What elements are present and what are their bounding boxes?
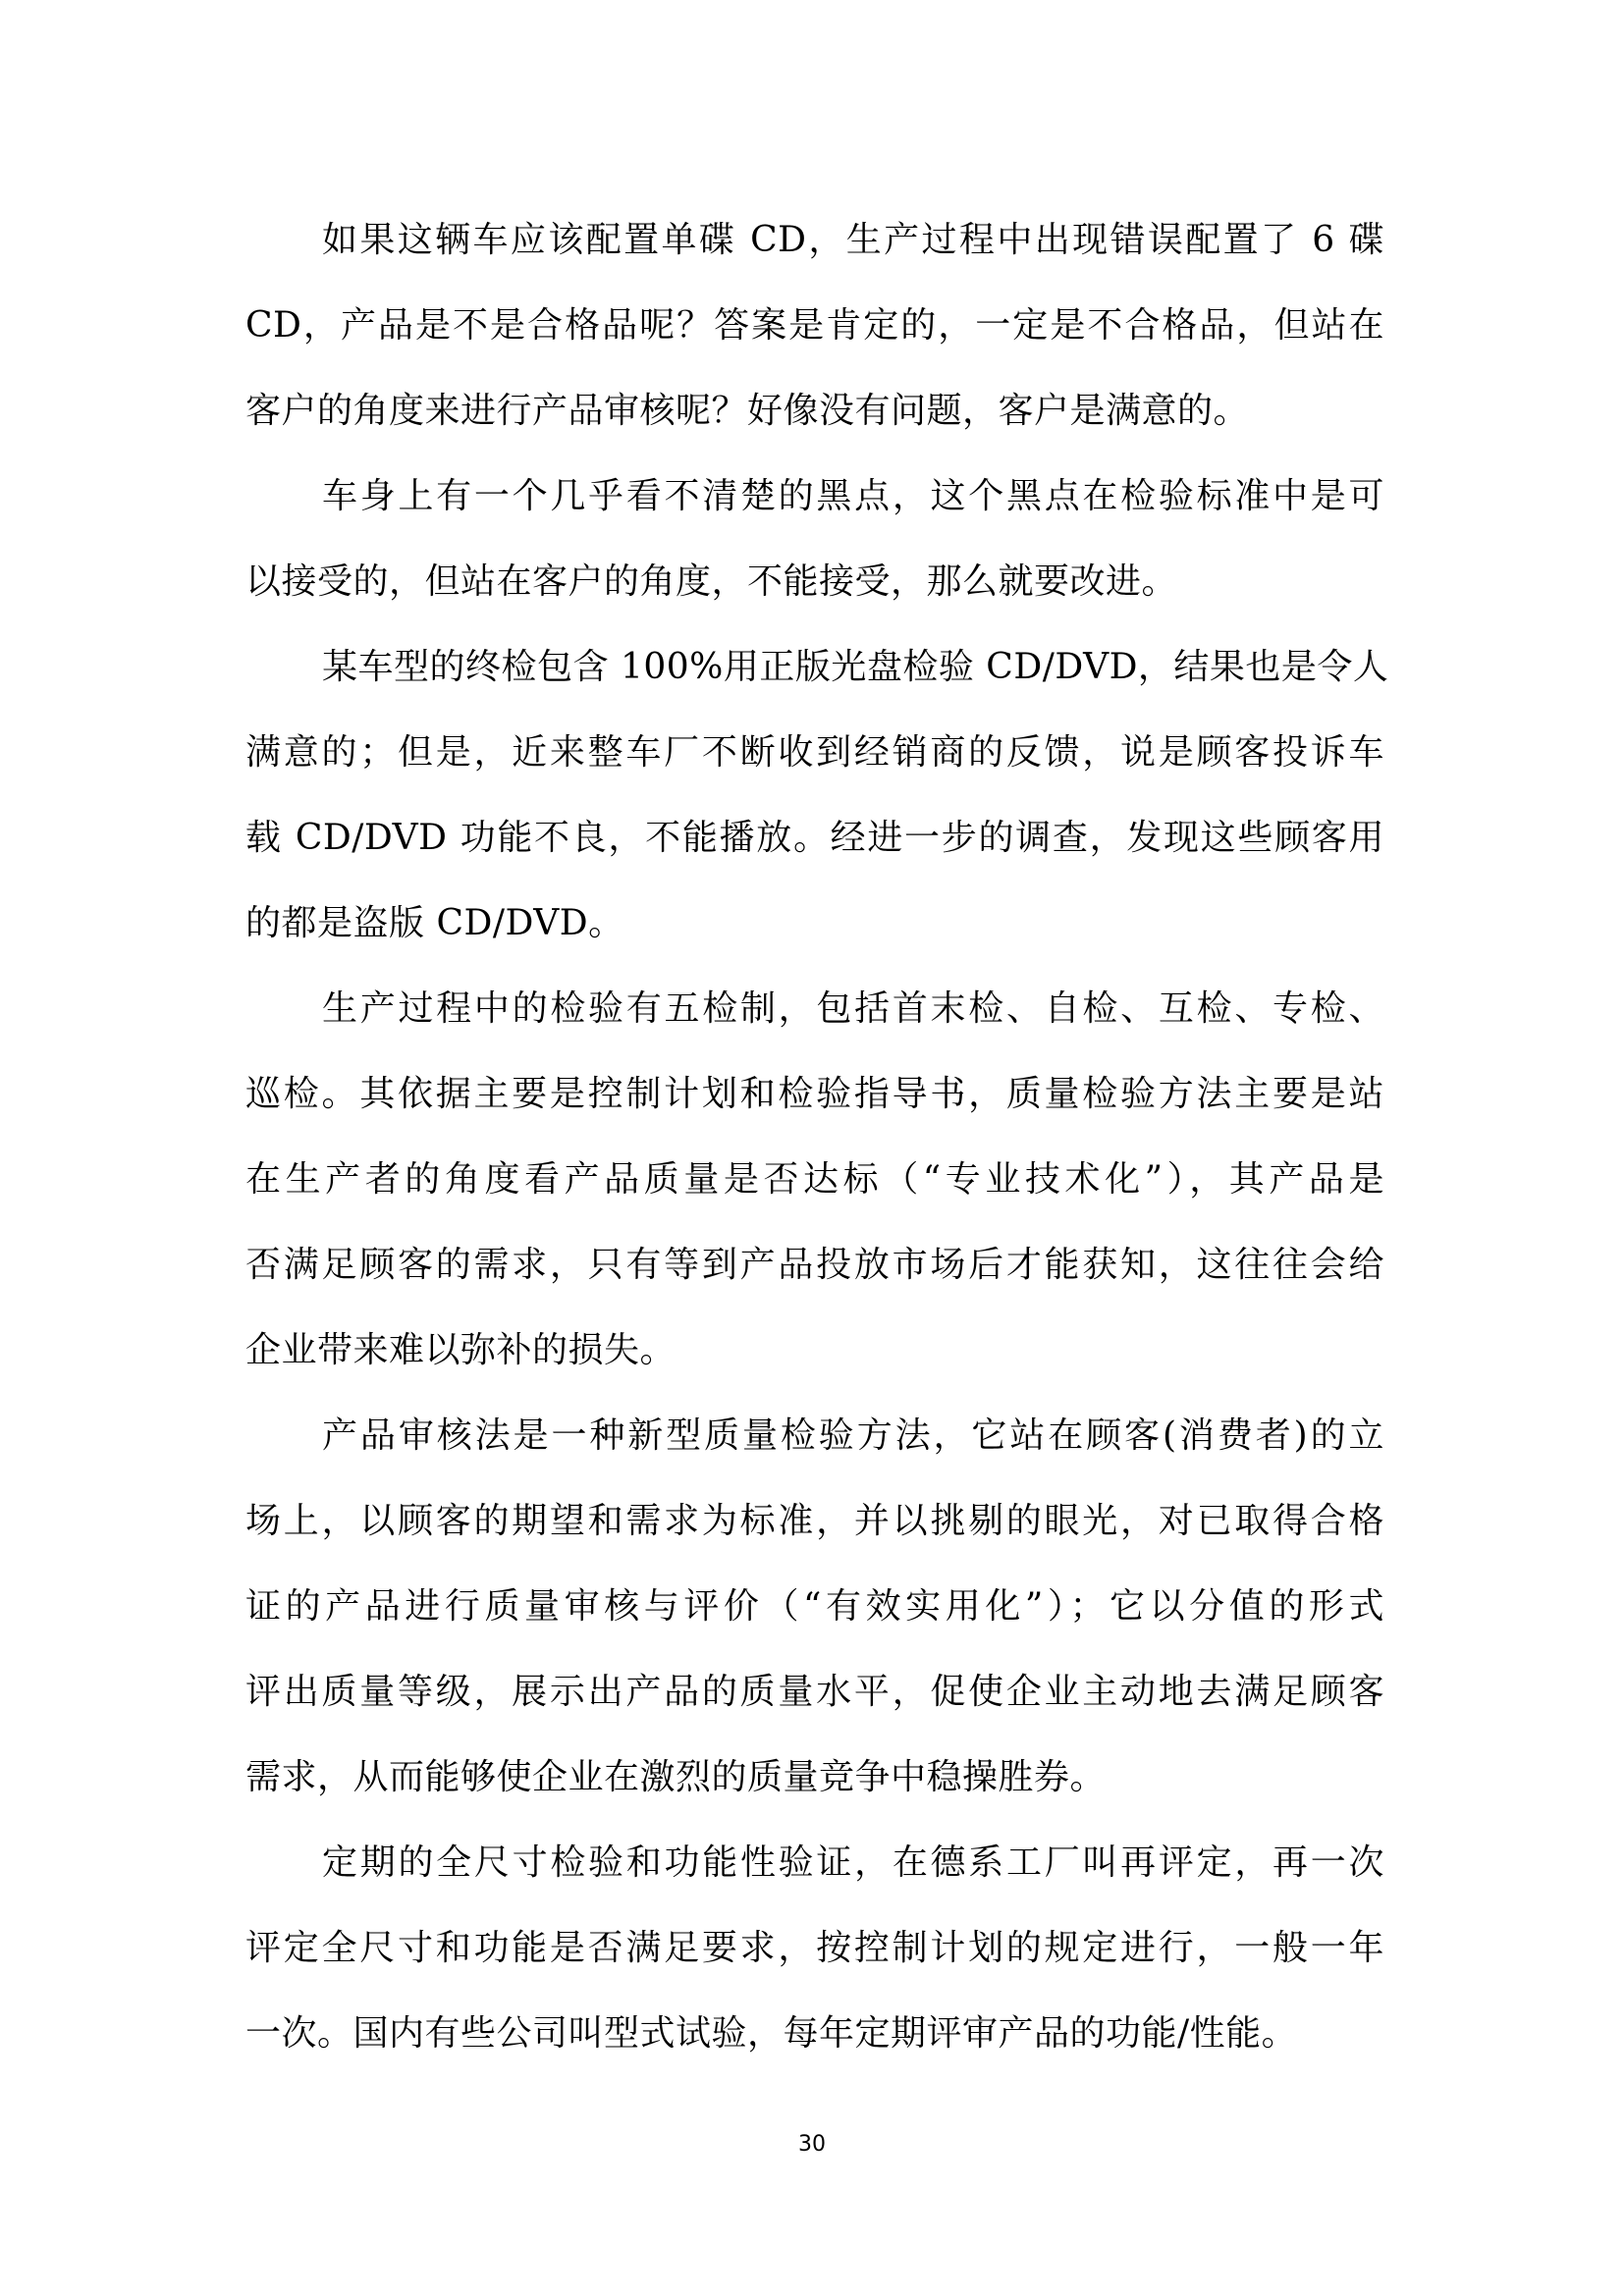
text-line: 场上，以顾客的期望和需求为标准，并以挑剔的眼光，对已取得合格 [245,1501,1384,1541]
text-line: 需求，从而能够使企业在激烈的质量竞争中稳操胜券。 [245,1757,1107,1797]
text-line: 在生产者的角度看产品质量是否达标（“专业技术化”），其产品是 [245,1159,1384,1200]
page-number: 30 [798,2132,826,2157]
paragraph-cd-config [245,208,1384,464]
text-line: 载 CD/DVD 功能不良，不能播放。经进一步的调查，发现这些顾客用 [245,818,1384,858]
text-line: 定期的全尺寸检验和功能性验证，在德系工厂叫再评定，再一次 [322,1842,1384,1883]
text-line: 某车型的终检包含 100%用正版光盘检验 CD/DVD，结果也是令人 [322,647,1389,687]
paragraph-black-spot [245,464,1384,635]
text-line: 产品审核法是一种新型质量检验方法，它站在顾客(消费者)的立 [322,1415,1384,1456]
text-line: 否满足顾客的需求，只有等到产品投放市场后才能获知，这往往会给 [245,1245,1384,1285]
text-line: 一次。国内有些公司叫型式试验，每年定期评审产品的功能/性能。 [245,2013,1298,2054]
text-line: 证的产品进行质量审核与评价（“有效实用化”）；它以分值的形式 [245,1586,1384,1627]
text-line: 客户的角度来进行产品审核呢？好像没有问题，客户是满意的。 [245,391,1250,431]
paragraph-dvd-inspection [245,635,1389,977]
text-line: 生产过程中的检验有五检制，包括首末检、自检、互检、专检、 [322,988,1384,1029]
paragraph-five-inspections [245,977,1384,1404]
text-line: 企业带来难以弥补的损失。 [245,1330,677,1370]
text-line: 评定全尺寸和功能是否满足要求，按控制计划的规定进行，一般一年 [245,1928,1384,1968]
paragraph-product-audit [245,1404,1384,1831]
paragraph-requalification [245,1831,1384,2087]
text-line: 巡检。其依据主要是控制计划和检验指导书，质量检验方法主要是站 [245,1074,1384,1114]
text-line: 车身上有一个几乎看不清楚的黑点，这个黑点在检验标准中是可 [322,476,1384,516]
text-line: 评出质量等级，展示出产品的质量水平，促使企业主动地去满足顾客 [245,1672,1384,1712]
text-line: 以接受的，但站在客户的角度，不能接受，那么就要改进。 [245,561,1178,602]
text-line: 如果这辆车应该配置单碟 CD，生产过程中出现错误配置了 6 碟 [322,220,1384,260]
text-line: CD，产品是不是合格品呢？答案是肯定的，一定是不合格品，但站在 [245,305,1384,346]
text-line: 的都是盗版 CD/DVD。 [245,903,624,943]
body-text [245,208,1389,2087]
text-line: 满意的；但是，近来整车厂不断收到经销商的反馈，说是顾客投诉车 [245,732,1384,773]
